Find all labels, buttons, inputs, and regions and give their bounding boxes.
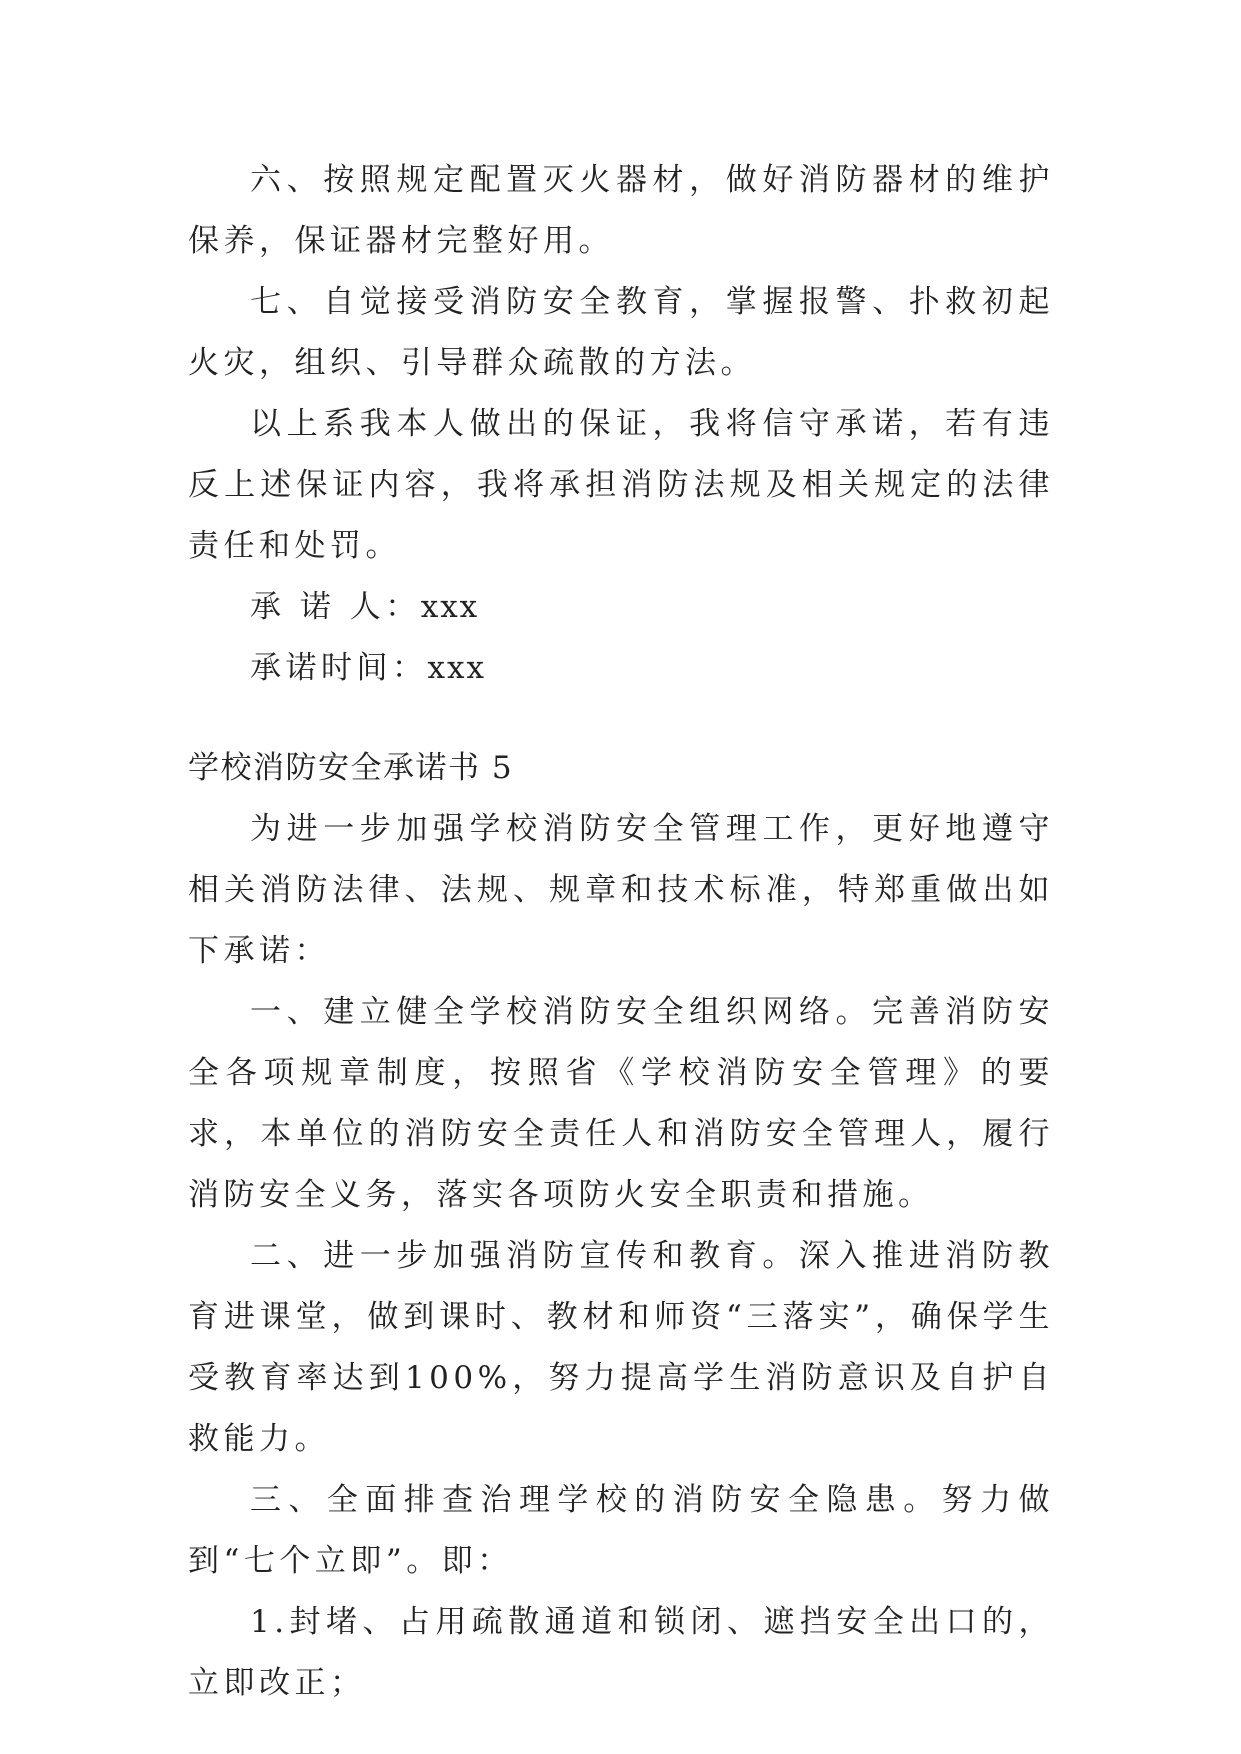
promisor-value: xxx — [420, 589, 480, 625]
promise-date-label: 承诺时间： — [250, 650, 428, 686]
intro-paragraph: 为进一步加强学校消防安全管理工作，更好地遵守相关消防法律、法规、规章和技术标准，特郑重做出如下承诺： — [188, 811, 1054, 969]
promisor-label: 承 诺 人： — [250, 589, 421, 625]
item-three-paragraph: 三、全面排查治理学校的消防安全隐患。努力做到“七个立即”。即： — [188, 1482, 1054, 1579]
promise-date-value: xxx — [427, 650, 486, 686]
item-one-paragraph: 一、建立健全学校消防安全组织网络。完善消防安全各项规章制度，按照省《学校消防安全管理》的要求，本单位的消防安全责任人和消防安全管理人，履行消防安全义务，落实各项防火安全职责和措施。 — [188, 994, 1054, 1213]
closing-paragraph: 以上系我本人做出的保证，我将信守承诺，若有违反上述保证内容，我将承担消防法规及相关规定的法律责任和处罚。 — [188, 406, 1054, 564]
promisor-line — [188, 577, 1054, 638]
document-body — [188, 150, 1054, 1714]
item-six-paragraph: 六、按照规定配置灭火器材，做好消防器材的维护保养，保证器材完整好用。 — [188, 162, 1054, 259]
item-two-paragraph: 二、进一步加强消防宣传和教育。深入推进消防教育进课堂，做到课时、教材和师资“三落实”，确保学生受教育率达到100%，努力提高学生消防意识及自护自救能力。 — [188, 1238, 1054, 1457]
item-seven-paragraph: 七、自觉接受消防安全教育，掌握报警、扑救初起火灾，组织、引导群众疏散的方法。 — [188, 284, 1054, 381]
sub-item-one-paragraph: 1.封堵、占用疏散通道和锁闭、遮挡安全出口的，立即改正； — [188, 1604, 1054, 1701]
section-title: 学校消防安全承诺书 5 — [188, 750, 514, 786]
promise-date-line — [188, 638, 1054, 699]
